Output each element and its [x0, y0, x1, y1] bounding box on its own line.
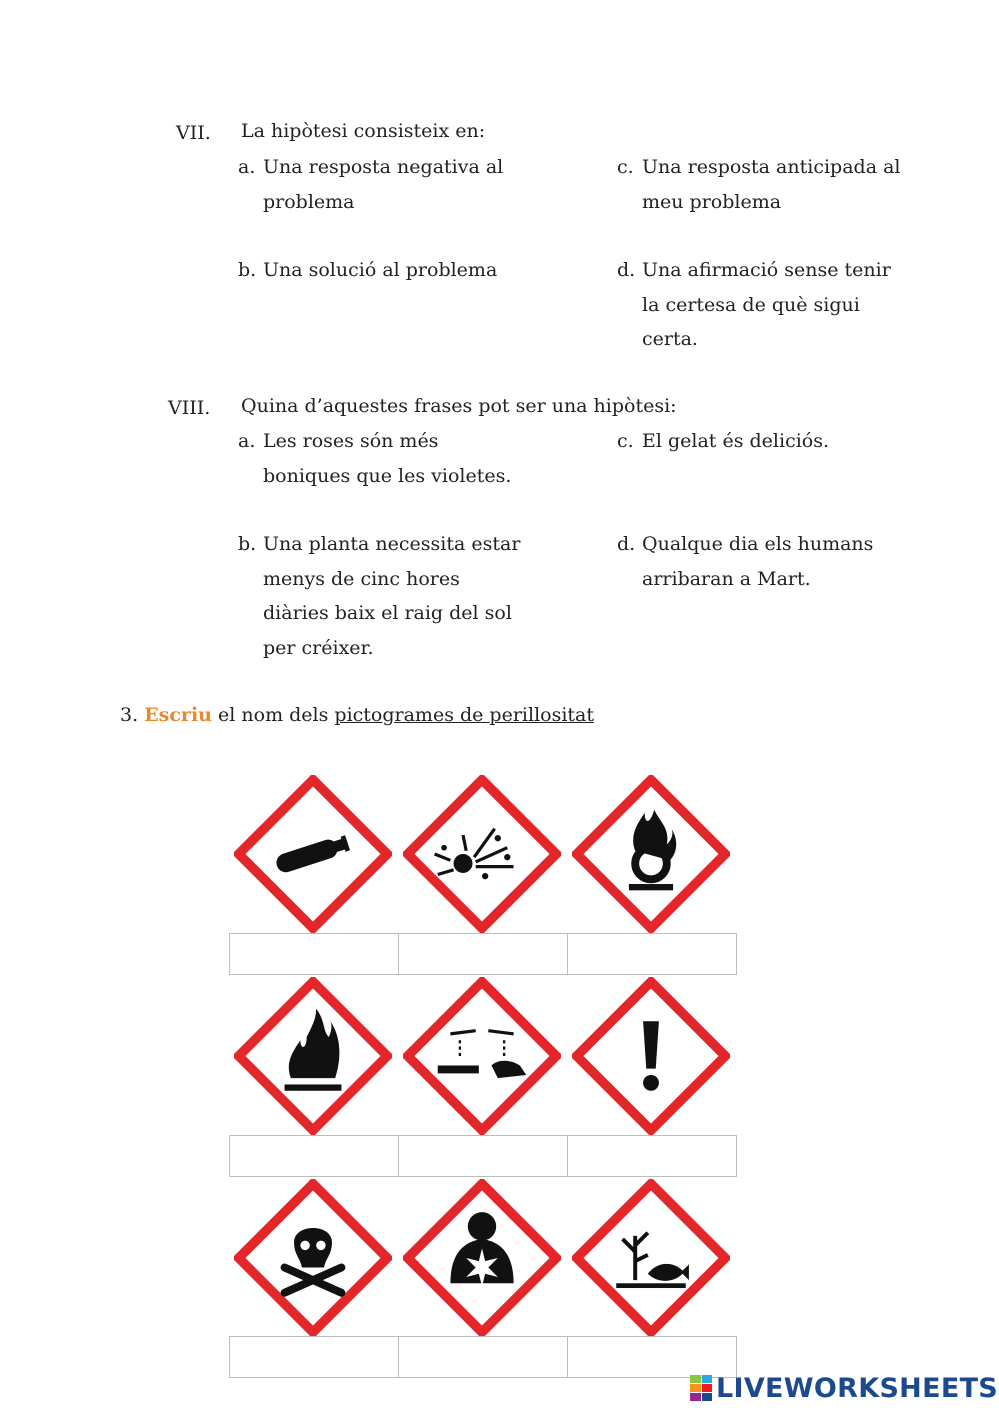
option-text-line: diàries baix el raig del sol	[263, 602, 512, 624]
option-c[interactable]	[617, 424, 917, 460]
option-text-line: meu problema	[642, 190, 782, 213]
answer-box[interactable]	[398, 1135, 568, 1177]
option-text-line: per créixer.	[263, 636, 374, 659]
option-text-line: certa.	[642, 328, 698, 350]
option-text-line: problema	[263, 190, 355, 213]
answer-box[interactable]	[398, 1336, 568, 1378]
option-text-line: Les roses són més	[263, 430, 439, 452]
option-letter: c.	[617, 430, 634, 452]
health-hazard-icon	[403, 1179, 561, 1337]
question-prompt: Quina d’aquestes frases pot ser una hipòtesi:	[241, 395, 677, 417]
exclamation-icon	[572, 977, 730, 1135]
answer-box[interactable]	[567, 933, 737, 975]
section-verb: Escriu	[144, 704, 212, 726]
question-number: VII.	[176, 122, 211, 144]
option-text-line: Una resposta anticipada al	[642, 156, 901, 178]
logo-mark-icon	[690, 1375, 712, 1401]
option-letter: a.	[238, 430, 256, 452]
section-number: 3.	[120, 704, 139, 726]
option-letter: c.	[617, 156, 634, 178]
flammable-icon	[234, 977, 392, 1135]
liveworksheets-logo	[690, 1372, 998, 1404]
option-letter: d.	[617, 533, 636, 555]
section-underlined: pictogrames de perillositat	[334, 704, 595, 726]
option-text-line: Qualque dia els humans	[642, 533, 874, 555]
corrosive-icon	[403, 977, 561, 1135]
option-d[interactable]	[617, 253, 917, 358]
option-text-line: Una planta necessita estar	[263, 533, 521, 555]
option-letter: d.	[617, 259, 636, 281]
answer-box[interactable]	[567, 1135, 737, 1177]
option-b[interactable]	[238, 527, 568, 667]
answer-box[interactable]	[229, 933, 399, 975]
option-c[interactable]	[617, 150, 917, 220]
option-text-line: Una resposta negativa al	[263, 156, 504, 178]
option-a[interactable]	[238, 424, 568, 494]
answer-box[interactable]	[229, 1135, 399, 1177]
section-heading	[120, 698, 594, 732]
option-letter: a.	[238, 156, 256, 178]
gas-cylinder-icon	[234, 775, 392, 933]
logo-text: LIVEWORKSHEETS	[716, 1372, 999, 1404]
option-letter: b.	[238, 533, 257, 555]
option-text-line: menys de cinc hores	[263, 567, 460, 590]
answer-box[interactable]	[398, 933, 568, 975]
option-text-line: boniques que les violetes.	[263, 464, 512, 487]
option-text-line: Una solució al problema	[263, 259, 498, 281]
option-d[interactable]	[617, 527, 917, 597]
option-text-line: Una afirmació sense tenir	[642, 259, 891, 281]
oxidizing-icon	[572, 775, 730, 933]
section-text: el nom dels	[218, 704, 329, 726]
toxic-skull-icon	[234, 1179, 392, 1337]
question-prompt: La hipòtesi consisteix en:	[241, 120, 486, 142]
explosive-icon	[403, 775, 561, 933]
option-text-line: la certesa de què sigui	[642, 293, 860, 316]
option-text-line: arribaran a Mart.	[642, 567, 811, 590]
option-text-line: El gelat és deliciós.	[642, 430, 830, 452]
option-a[interactable]	[238, 150, 568, 220]
answer-box[interactable]	[229, 1336, 399, 1378]
environment-icon	[572, 1179, 730, 1337]
option-b[interactable]	[238, 253, 568, 289]
option-letter: b.	[238, 259, 257, 281]
question-number: VIII.	[168, 397, 211, 419]
